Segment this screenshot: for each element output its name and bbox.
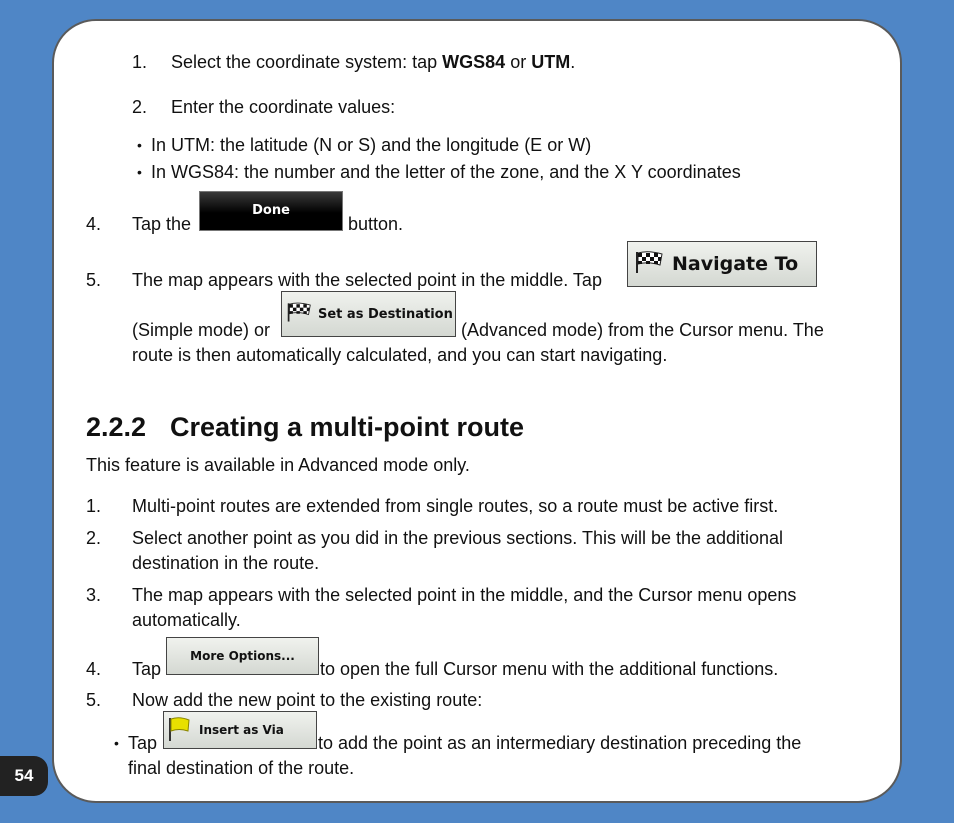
multi-step-2-line2: destination in the route. <box>132 553 320 573</box>
step-number: 2. <box>132 97 148 117</box>
step-number: 4. <box>86 214 102 234</box>
step-4-pre: Tap the <box>132 214 192 234</box>
bullet-utm: In UTM: the latitude (N or S) and the longitude (E or W) <box>151 135 592 155</box>
navigate-to-label: Navigate To <box>672 253 799 275</box>
step-5-line2-post: (Advanced mode) from the Cursor menu. The <box>461 320 824 340</box>
multi-step-3-line1: The map appears with the selected point in the middle, and the Cursor menu opens <box>132 585 797 605</box>
multi-step-1: Multi-point routes are extended from single routes, so a route must be active first. <box>132 496 779 516</box>
step-2-text: Enter the coordinate values: <box>171 97 396 117</box>
yellow-flag-icon <box>167 716 191 745</box>
via-bullet-pre: Tap <box>128 733 158 753</box>
bullet: • <box>137 137 142 153</box>
page-number-tab <box>0 756 48 796</box>
page-number: 54 <box>14 766 34 785</box>
insert-as-via-button[interactable] <box>163 711 317 749</box>
multi-step-4-pre: Tap <box>132 659 162 679</box>
more-options-label: More Options... <box>190 649 295 663</box>
bullet: • <box>114 735 119 751</box>
step-number: 3. <box>86 585 102 605</box>
multi-step-5: Now add the new point to the existing route: <box>132 690 483 710</box>
section-number: 2.2.2 <box>86 412 147 442</box>
more-options-button[interactable] <box>166 637 319 675</box>
utm-term: UTM <box>531 52 571 72</box>
bullet: • <box>137 164 142 180</box>
multi-step-2-line1: Select another point as you did in the previous sections. This will be the additional <box>132 528 784 548</box>
set-as-destination-label: Set as Destination <box>318 306 453 322</box>
checkered-flag-icon <box>634 250 664 279</box>
bullet-wgs84: In WGS84: the number and the letter of the zone, and the X Y coordinates <box>151 162 741 182</box>
navigate-to-button[interactable] <box>627 241 817 287</box>
via-bullet-post: to add the point as an intermediary destination preceding the <box>318 733 802 753</box>
step-5-line3: route is then automatically calculated, and you can start navigating. <box>132 345 668 365</box>
step-number: 1. <box>86 496 102 516</box>
step-number: 4. <box>86 659 102 679</box>
wgs84-term: WGS84 <box>442 52 506 72</box>
insert-as-via-label: Insert as Via <box>199 723 284 737</box>
set-as-destination-button[interactable] <box>281 291 456 337</box>
step-number: 1. <box>132 52 148 72</box>
step-5-line1: The map appears with the selected point in the middle. Tap <box>132 270 602 290</box>
via-bullet-line2: final destination of the route. <box>128 758 355 778</box>
multi-step-3-line2: automatically. <box>132 610 241 630</box>
step-number: 5. <box>86 270 102 290</box>
section-intro: This feature is available in Advanced mode only. <box>86 455 470 475</box>
step-number: 2. <box>86 528 102 548</box>
section-title: Creating a multi-point route <box>170 412 524 442</box>
step-1-text: Select the coordinate system: tap WGS84 or UTM. <box>171 52 576 72</box>
step-4-post: button. <box>348 214 404 234</box>
done-button[interactable] <box>199 191 343 231</box>
step-number: 5. <box>86 690 102 710</box>
section-heading <box>86 410 524 444</box>
done-button-label: Done <box>252 202 290 218</box>
multi-step-4-post: to open the full Cursor menu with the additional functions. <box>320 659 779 679</box>
step-5-line2-pre: (Simple mode) or <box>132 320 271 340</box>
checkered-flag-icon <box>286 300 312 328</box>
